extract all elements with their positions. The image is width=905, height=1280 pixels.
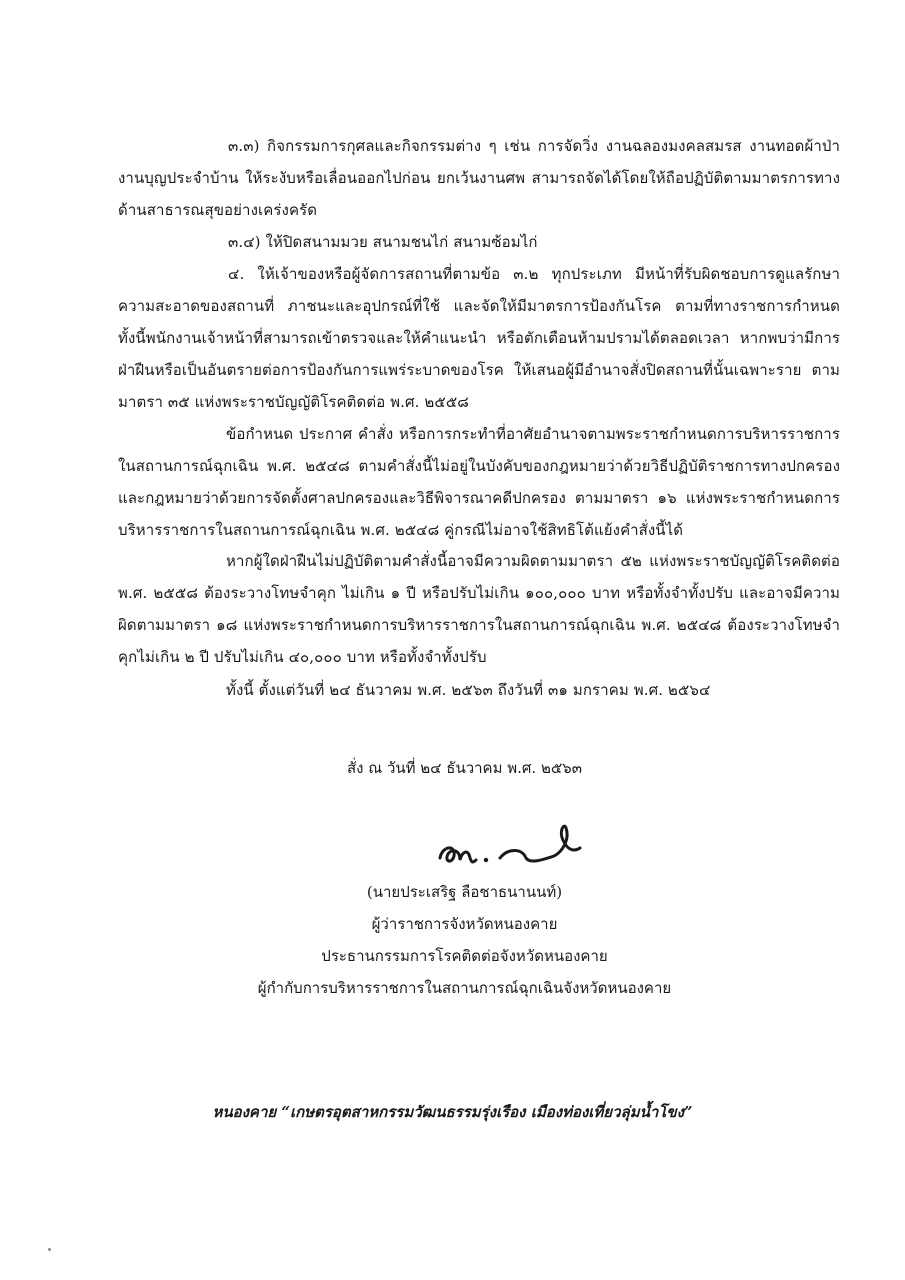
paragraph-penalty: หากผู้ใดฝ่าฝืนไม่ปฏิบัติตามคำสั่งนี้อาจมีความผิดตามมาตรา ๕๒ แห่งพระราชบัญญัติโรคติดต่อ พ.ศ. ๒๕๕๘ ต้องระวางโทษจำคุก ไม่เกิน ๑ ปี หรือปรับไม่เกิน ๑๐๐,๐๐๐ บาท หรือทั้งจำทั้งปรับ และอาจมีความผิดตามมาตรา ๑๘ แห่งพระราชกำหนดการบริหารราชการในสถานการณ์ฉุกเฉิน พ.ศ. ๒๕๔๘ ต้องระวางโทษจำคุกไม่เกิน ๒ ปี ปรับไม่เกิน ๔๐,๐๐๐ บาท หรือทั้งจำทั้งปรับ	[118, 552, 840, 666]
paragraph-3-4: ๓.๔) ให้ปิดสนามมวย สนามชนไก่ สนามซ้อมไก่	[228, 233, 538, 251]
signature-image	[430, 818, 590, 878]
paragraph-3-3: ๓.๓) กิจกรรมการกุศลและกิจกรรมต่าง ๆ เช่น การจัดวิ่ง งานฉลองมงคลสมรส งานทอดผ้าป่า งานบุญประจำบ้าน ให้ระงับหรือเลื่อนออกไปก่อน ยกเว้นงานศพ สามารถจัดได้โดยให้ถือปฏิบัติตามมาตรการทางด้านสาธารณสุขอย่างเคร่งครัด	[118, 137, 840, 219]
paragraph-4: ๔. ให้เจ้าของหรือผู้จัดการสถานที่ตามข้อ ๓.๒ ทุกประเภท มีหน้าที่รับผิดชอบการดูแลรักษาความสะอาดของสถานที่ ภาชนะและอุปกรณ์ที่ใช้ และจัดให้มีมาตรการป้องกันโรค ตามที่ทางราชการกำหนด ทั้งนี้พนักงานเจ้าหน้าที่สามารถเข้าตรวจและให้คำแนะนำ หรือตักเตือนห้ามปรามได้ตลอดเวลา หากพบว่ามีการฝ่าฝืนหรือเป็นอันตรายต่อการป้องกันการแพร่ระบาดของโรค ให้เสนอผู้มีอำนาจสั่งปิดสถานที่นั้นเฉพาะราย ตามมาตรา ๓๕ แห่งพระราชบัญญัติโรคติดต่อ พ.ศ. ๒๕๕๘	[118, 265, 840, 411]
signer-position-1: ผู้ว่าราชการจังหวัดหนองคาย	[371, 915, 558, 933]
signer-position-3: ผู้กำกับการบริหารราชการในสถานการณ์ฉุกเฉินจังหวัดหนองคาย	[257, 979, 672, 997]
paragraph-period: ทั้งนี้ ตั้งแต่วันที่ ๒๔ ธันวาคม พ.ศ. ๒๕๖๓ ถึงวันที่ ๓๑ มกราคม พ.ศ. ๒๕๖๔	[226, 681, 711, 699]
paragraph-regulation: ข้อกำหนด ประกาศ คำสั่ง หรือการกระทำที่อาศัยอำนาจตามพระราชกำหนดการบริหารราชการในสถานการณ์ฉุกเฉิน พ.ศ. ๒๕๔๘ ตามคำสั่งนี้ไม่อยู่ในบังคับของกฎหมายว่าด้วยวิธีปฏิบัติราชการทางปกครอง และกฎหมายว่าด้วยการจัดตั้งศาลปกครองและวิธีพิจารณาคดีปกครอง ตามมาตรา ๑๖ แห่งพระราชกำหนดการบริหารราชการในสถานการณ์ฉุกเฉิน พ.ศ. ๒๕๔๘ คู่กรณีไม่อาจใช้สิทธิโต้แย้งคำสั่งนี้ได้	[118, 425, 840, 539]
order-date: สั่ง ณ วันที่ ๒๔ ธันวาคม พ.ศ. ๒๕๖๓	[347, 759, 582, 777]
scan-speck	[48, 1248, 51, 1251]
signer-block	[0, 876, 905, 1004]
signer-position-2: ประธานกรรมการโรคติดต่อจังหวัดหนองคาย	[321, 947, 608, 965]
signer-name: (นายประเสริฐ ลือชาธนานนท์)	[366, 883, 563, 901]
province-motto: หนองคาย “เกษตรอุตสาหกรรมวัฒนธรรมรุ่งเรือง เมืองท่องเที่ยวลุ่มน้ำโขง”	[212, 1103, 693, 1121]
